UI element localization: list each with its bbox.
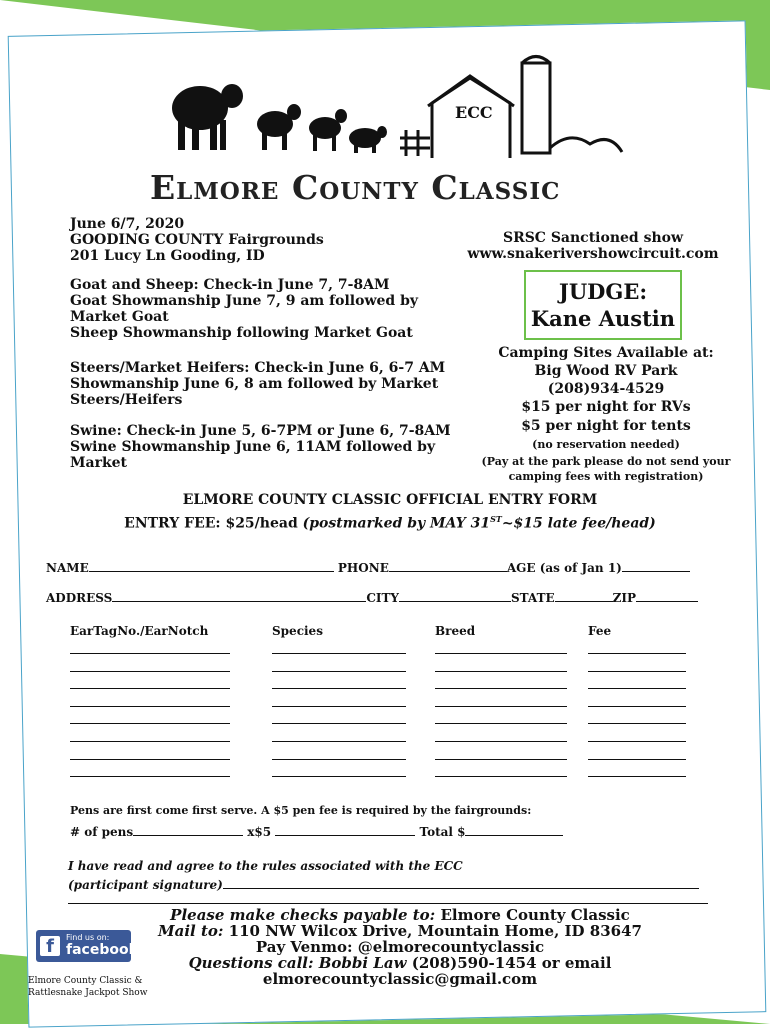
schedule-line: Swine Showmanship June 6, 11AM followed by: [70, 439, 436, 455]
sanction-line: SRSC Sanctioned show: [502, 230, 684, 246]
checks-line: [150, 907, 650, 923]
zip-field[interactable]: [636, 589, 698, 602]
entry-fee-sup: ST: [490, 514, 502, 524]
breed-field[interactable]: [435, 759, 567, 760]
questions-line: [150, 955, 650, 971]
barn-drawing: [400, 57, 622, 159]
species-field[interactable]: [272, 776, 406, 777]
facebook-caption: [28, 975, 147, 999]
camping-phone: (208)934-4529: [547, 381, 665, 397]
steer-silhouette: [172, 84, 243, 150]
entry-fee-line: [60, 510, 720, 534]
zip-label: ZIP: [612, 591, 637, 605]
goat-sheep-schedule: [70, 277, 418, 341]
logo-title: Elmore County Classic: [150, 168, 561, 207]
signature-field[interactable]: [223, 876, 699, 889]
payment-info: [150, 907, 650, 987]
fee-field[interactable]: [588, 723, 686, 724]
species-field[interactable]: [272, 759, 406, 760]
phone-label: PHONE: [337, 561, 389, 575]
pens-note: Pens are first come first serve. A $5 pen fee is required by the fairgrounds:: [70, 804, 532, 817]
breed-field[interactable]: [435, 653, 567, 654]
state-field[interactable]: [555, 589, 613, 602]
column-fee: Fee: [588, 624, 612, 638]
city-field[interactable]: [399, 589, 511, 602]
agreement: [68, 857, 699, 895]
judge-box: [524, 270, 682, 340]
schedule-line: Swine: Check-in June 5, 6-7PM or June 6, 7-8AM: [70, 423, 451, 439]
mail-label: Mail to:: [158, 922, 224, 940]
pens-total-label: Total $: [419, 825, 466, 839]
breed-field[interactable]: [435, 706, 567, 707]
address-field[interactable]: [112, 589, 366, 602]
species-field[interactable]: [272, 653, 406, 654]
schedule-line: Steers/Market Heifers: Check-in June 6, 6-7 AM: [70, 360, 446, 376]
age-label: AGE (as of Jan 1): [506, 561, 622, 575]
pens-row: [70, 823, 563, 839]
fee-field[interactable]: [588, 741, 686, 742]
camping-note: (no reservation needed): [532, 438, 680, 451]
mail-line: [150, 923, 650, 939]
eartag-field[interactable]: [70, 741, 230, 742]
sanction-website[interactable]: www.snakerivershowcircuit.com: [467, 246, 719, 262]
name-field[interactable]: [89, 559, 334, 572]
phone-field[interactable]: [389, 559, 507, 572]
swine-schedule: [70, 423, 451, 471]
pig-silhouette: [349, 126, 387, 153]
steers-schedule: [70, 360, 445, 408]
camping-note: (Pay at the park please do not send your: [481, 455, 731, 468]
species-field[interactable]: [272, 723, 406, 724]
livestock-logo-illustration: [170, 48, 640, 168]
column-species: Species: [272, 624, 323, 638]
schedule-line: Goat and Sheep: Check-in June 7, 7-8AM: [70, 277, 390, 293]
schedule-line: Market Goat: [70, 309, 169, 325]
city-label: CITY: [366, 591, 399, 605]
name-row: [46, 559, 706, 575]
event-date: June 6/7, 2020: [70, 216, 185, 232]
contact-email[interactable]: elmorecountyclassic@gmail.com: [262, 970, 538, 988]
eartag-field[interactable]: [70, 776, 230, 777]
breed-field[interactable]: [435, 723, 567, 724]
checks-value: Elmore County Classic: [435, 906, 630, 924]
name-label: NAME: [46, 561, 89, 575]
schedule-line: Market: [70, 455, 128, 471]
pens-count-field[interactable]: [133, 823, 243, 836]
sanction-info: [458, 230, 728, 262]
schedule-line: Sheep Showmanship following Market Goat: [70, 325, 413, 341]
logo-badge-text: ECC: [455, 103, 493, 122]
entry-fee-amount: ENTRY FEE: $25/head: [124, 515, 303, 532]
fee-field[interactable]: [588, 671, 686, 672]
fee-field[interactable]: [588, 688, 686, 689]
event-venue: GOODING COUNTY Fairgrounds: [70, 232, 324, 248]
state-label: STATE: [510, 591, 555, 605]
event-info: [70, 216, 324, 264]
facebook-brand: facebook.: [66, 942, 144, 958]
species-field[interactable]: [272, 688, 406, 689]
camping-heading: Camping Sites Available at:: [498, 345, 714, 361]
checks-label: Please make checks payable to:: [170, 906, 436, 924]
goat-silhouette: [309, 109, 347, 151]
camping-info: [470, 344, 742, 484]
facebook-find-us: Find us on:: [66, 933, 110, 942]
fee-field[interactable]: [588, 776, 686, 777]
sheep-silhouette: [257, 104, 301, 150]
breed-field[interactable]: [435, 776, 567, 777]
eartag-field[interactable]: [70, 671, 230, 672]
address-label: ADDRESS: [46, 591, 113, 605]
pens-label: # of pens: [70, 825, 134, 839]
species-field[interactable]: [272, 706, 406, 707]
camping-park: Big Wood RV Park: [534, 363, 678, 379]
entry-fee-postmark: (postmarked by MAY 31: [302, 515, 491, 532]
eartag-field[interactable]: [70, 759, 230, 760]
column-eartag: EarTagNo./EarNotch: [70, 624, 209, 638]
event-address: 201 Lucy Ln Gooding, ID: [70, 248, 265, 264]
eartag-field[interactable]: [70, 706, 230, 707]
signature-label: (participant signature): [68, 878, 223, 892]
pens-total-field[interactable]: [465, 823, 563, 836]
breed-field[interactable]: [435, 671, 567, 672]
form-header: [60, 491, 720, 534]
fee-field[interactable]: [588, 759, 686, 760]
breed-field[interactable]: [435, 741, 567, 742]
mail-value: 110 NW Wilcox Drive, Mountain Home, ID 83647: [223, 922, 642, 940]
schedule-line: Goat Showmanship June 7, 9 am followed by: [70, 293, 418, 309]
camping-tent-rate: $5 per night for tents: [521, 418, 691, 434]
address-row: [46, 589, 726, 605]
facebook-caption-line: Elmore County Classic &: [28, 976, 143, 986]
schedule-line: Steers/Heifers: [70, 392, 183, 408]
questions-label: Questions call: Bobbi Law: [188, 954, 407, 972]
questions-value: (208)590-1454 or email: [406, 954, 612, 972]
camping-rv-rate: $15 per night for RVs: [521, 399, 691, 415]
eartag-field[interactable]: [70, 723, 230, 724]
fee-field[interactable]: [588, 653, 686, 654]
agreement-text: I have read and agree to the rules associated with the ECC: [68, 859, 463, 873]
signature-divider: [68, 903, 708, 904]
pens-x5-label: x$5: [247, 825, 272, 839]
breed-field[interactable]: [435, 688, 567, 689]
facebook-caption-line: Rattlesnake Jackpot Show: [28, 988, 148, 998]
species-field[interactable]: [272, 741, 406, 742]
column-breed: Breed: [435, 624, 476, 638]
venmo-line: Pay Venmo: @elmorecountyclassic: [255, 938, 545, 956]
facebook-badge[interactable]: [36, 930, 144, 962]
eartag-field[interactable]: [70, 653, 230, 654]
form-title: ELMORE COUNTY CLASSIC OFFICIAL ENTRY FORM: [182, 492, 598, 508]
age-field[interactable]: [622, 559, 690, 572]
schedule-line: Showmanship June 6, 8 am followed by Market: [70, 376, 439, 392]
eartag-field[interactable]: [70, 688, 230, 689]
judge-label: JUDGE:: [558, 279, 648, 304]
species-field[interactable]: [272, 671, 406, 672]
camping-note: camping fees with registration): [508, 470, 704, 483]
pens-fee-field[interactable]: [275, 823, 415, 836]
judge-name: Kane Austin: [530, 306, 676, 331]
fee-field[interactable]: [588, 706, 686, 707]
facebook-icon: f: [40, 936, 60, 956]
entry-fee-late: ~$15 late fee/head): [501, 515, 656, 532]
